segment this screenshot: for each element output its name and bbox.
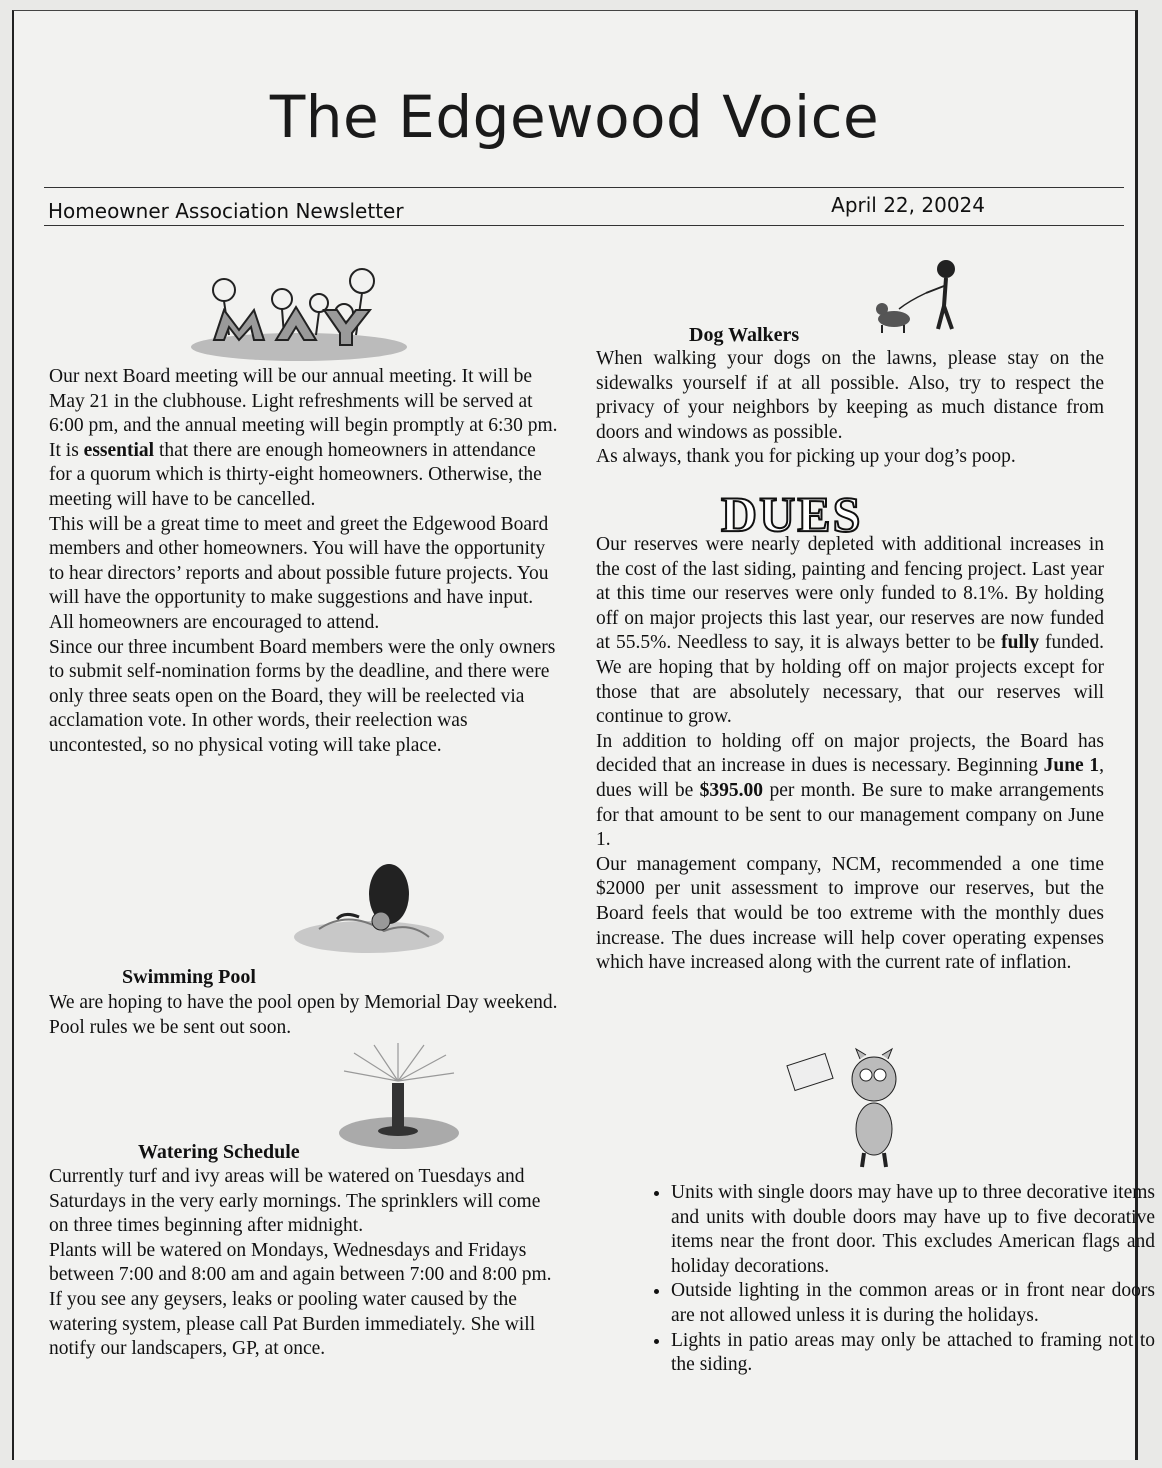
cat-with-note-clipart bbox=[784, 1041, 914, 1171]
list-item: • Outside lighting in the common areas or in front near doors are not allowed unless it is during the holidays. bbox=[671, 1279, 1155, 1328]
may-flowers-clipart bbox=[184, 255, 414, 363]
list-item: • Lights in patio areas may only be attached to framing not to the siding. bbox=[671, 1329, 1155, 1378]
watering-paragraph-3: If you see any geysers, leaks or pooling water caused by the watering system, please call Pat Burden immediately. She will notify our landscapers, GP, at once. bbox=[49, 1288, 536, 1360]
header-bottom-rule bbox=[44, 225, 1124, 226]
dog-paragraph-2: As always, thank you for picking up your dog’s poop. bbox=[596, 446, 1016, 468]
dues-paragraph-2: In addition to holding off on major projects, the Board has decided that an increase in dues is necessary. Beginning June 1, dues will be $395.00 per month. Be sure to make arrangements for that amount to be sent to our management company on June 1. bbox=[596, 730, 1104, 851]
decoration-rules-list bbox=[626, 1181, 1155, 1378]
dog-walkers-heading: Dog Walkers bbox=[689, 324, 800, 346]
dues-paragraph-1: Our reserves were nearly depleted with additional increases in the cost of the last siding, painting and fencing project. Last year at this time our reserves were only funded to 8.1%. By holding off on major projects this last year, our reserves are now funded at 55.5%. Needless to say, it is always better to be fully funded. We are hoping that by holding off on major projects except for those that are absolutely necessary, that our reserves will continue to grow. bbox=[596, 534, 1105, 728]
swimmer-clipart bbox=[289, 859, 449, 959]
watering-schedule-heading: Watering Schedule bbox=[138, 1141, 300, 1163]
newsletter-title: The Edgewood Voice bbox=[269, 83, 880, 151]
newsletter-page bbox=[12, 10, 1155, 1460]
dues-paragraph-3: Our management company, NCM, recommended a one time $2000 per unit assessment to improve our reserves, but the Board feels that would be too extreme with the monthly dues increase. The dues increase will help cover operating expenses which have increased along with the current rate of inflation. bbox=[596, 853, 1104, 974]
watering-schedule-article bbox=[49, 1165, 559, 1362]
newsletter-subtitle: Homeowner Association Newsletter bbox=[48, 199, 404, 223]
header-top-rule bbox=[44, 187, 1124, 188]
swimming-pool-text: We are hoping to have the pool open by Memorial Day weekend. Pool rules we be sent out soon. bbox=[49, 992, 558, 1038]
meeting-paragraph-1: Our next Board meeting will be our annual meeting. It will be May 21 in the clubhouse. Light refreshments will be served at 6:00 pm, and the annual meeting will begin promptly at 6:30 pm. bbox=[49, 366, 558, 437]
sprinkler-clipart bbox=[334, 1043, 464, 1153]
watering-paragraph-2: Plants will be watered on Mondays, Wednesdays and Fridays between 7:00 and 8:00 am and again between 7:00 and 8:00 pm. bbox=[49, 1239, 552, 1286]
watering-paragraph-1: Currently turf and ivy areas will be watered on Tuesdays and Saturdays in the very early mornings. The sprinklers will come on three times beginning after midnight. bbox=[49, 1166, 541, 1237]
dog-walkers-article bbox=[596, 347, 1104, 470]
dog-walker-clipart bbox=[864, 251, 974, 336]
list-item: • Units with single doors may have up to three decorative items and units with double doors may have up to five decorative items near the front door. This excludes American flags and holiday decorations. bbox=[671, 1181, 1155, 1279]
newsletter-date: April 22, 20024 bbox=[831, 193, 985, 217]
dog-paragraph-1: When walking your dogs on the lawns, please stay on the sidewalks yourself if at all possible. Also, try to respect the privacy of your neighbors by keeping as much distance from doors and windows as possible. bbox=[596, 348, 1104, 443]
meeting-paragraph-4: Since our three incumbent Board members were the only owners to submit self-nomination forms by the deadline, and there were only three seats open on the Board, they will be reelected via acclamation vote. In other words, their reelection was uncontested, so no physical voting will take place. bbox=[49, 636, 556, 756]
swimming-pool-heading: Swimming Pool bbox=[122, 966, 256, 988]
dues-heading: DUES bbox=[721, 486, 863, 542]
dues-article bbox=[596, 533, 1104, 976]
annual-meeting-article bbox=[49, 365, 559, 759]
meeting-paragraph-3: This will be a great time to meet and greet the Edgewood Board members and other homeowners. You will have the opportunity to hear directors’ reports and about possible future projects. You will have the opportunity to make suggestions and have input. All homeowners are encouraged to attend. bbox=[49, 513, 549, 633]
meeting-paragraph-2: It is essential that there are enough homeowners in attendance for a quorum which is thirty-eight homeowners. Otherwise, the meeting will have to be cancelled. bbox=[49, 439, 542, 510]
